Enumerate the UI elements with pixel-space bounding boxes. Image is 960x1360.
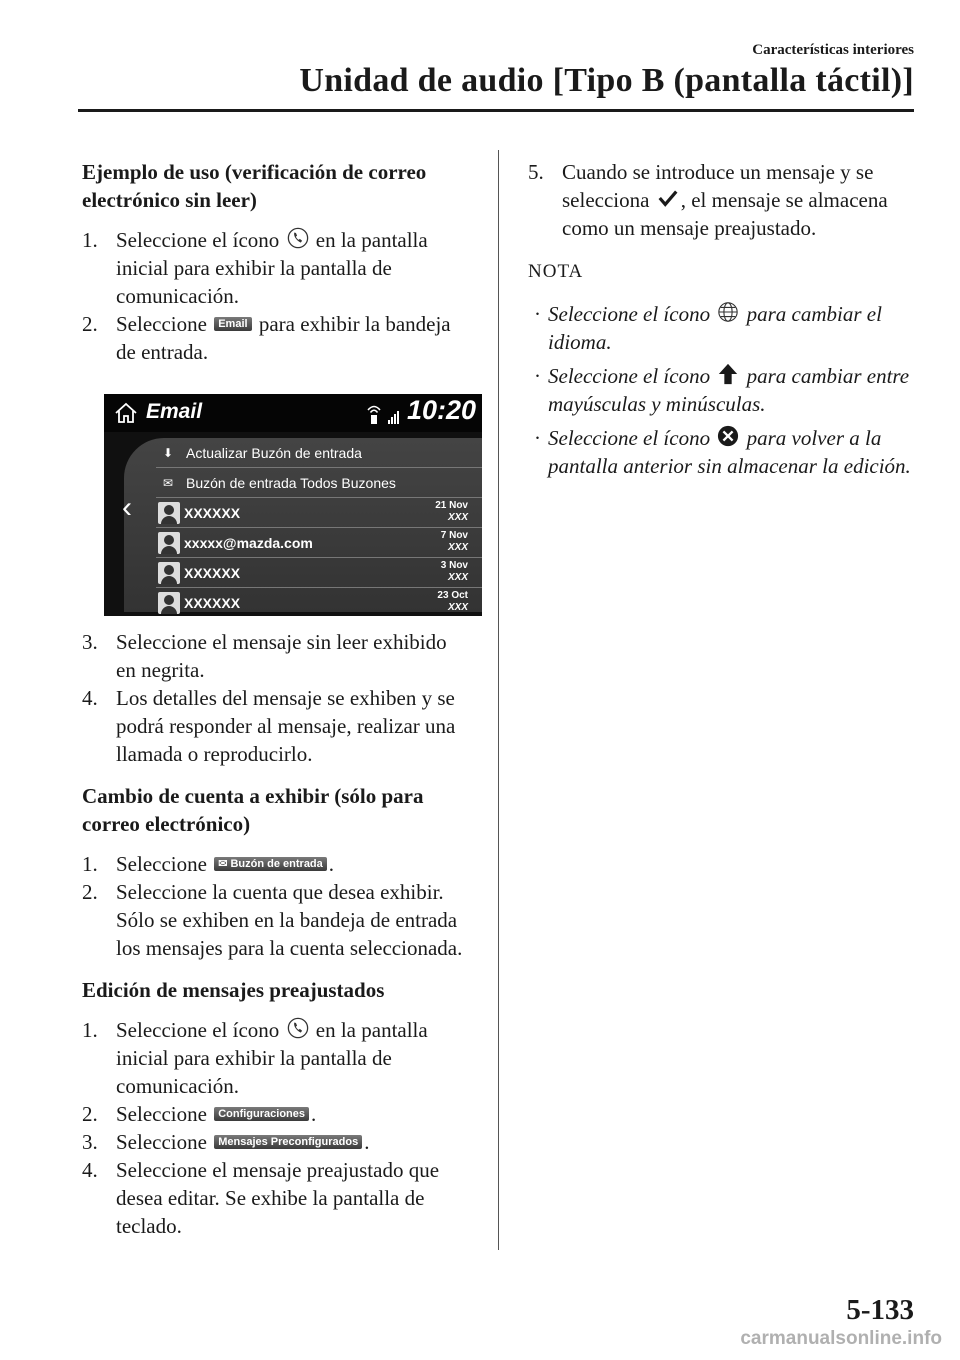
list-item — [82, 1100, 470, 1128]
step-number: 4. — [82, 686, 98, 710]
screen-status-bar — [104, 394, 482, 432]
step-text: Seleccione el mensaje preajustado que desea editar. Se exhibe la pantalla de teclado. — [116, 1158, 440, 1238]
note-text: para volver a la pantalla anterior sin almacenar la edición. — [548, 426, 911, 478]
steps-edit-preset — [82, 1016, 470, 1240]
bullet: · — [534, 426, 541, 450]
note-text: Seleccione el ícono — [548, 426, 711, 450]
step-text: Seleccione la cuenta que desea exhibir. Sólo se exhiben en la bandeja de entrada los mensajes para la cuenta seleccionada. — [116, 880, 463, 960]
heading-change-account: Cambio de cuenta a exhibir (sólo para correo electrónico) — [82, 784, 424, 836]
message-date — [441, 560, 468, 584]
home-icon — [114, 402, 138, 424]
note-item — [528, 424, 918, 480]
preset-messages-button-image: Mensajes Preconfigurados — [214, 1135, 362, 1149]
message-date-day: 3 Nov — [440, 560, 468, 571]
step-number: 2. — [82, 880, 98, 904]
step-text: Seleccione el ícono — [116, 1018, 280, 1042]
email-button-image: Email — [214, 317, 251, 331]
list-item — [82, 628, 470, 684]
shift-arrow-icon — [717, 363, 739, 385]
list-item — [82, 226, 470, 310]
message-sender: XXXXXX — [184, 504, 241, 521]
list-item — [82, 1128, 470, 1156]
left-column — [82, 158, 476, 1254]
phone-icon — [287, 1017, 309, 1039]
step-text: . — [364, 1130, 370, 1154]
message-date — [437, 590, 468, 614]
list-item — [82, 684, 470, 768]
steps-change-account — [82, 850, 470, 962]
step-text: Seleccione — [116, 312, 207, 336]
update-inbox-label: Actualizar Buzón de entrada — [186, 444, 362, 461]
note-text: Seleccione el ícono — [548, 302, 711, 326]
steps-read-message — [82, 628, 470, 768]
step-number: 3. — [82, 1130, 98, 1154]
step-number: 2. — [82, 1102, 98, 1126]
envelope-icon: ✉ — [162, 475, 174, 490]
section-title: Características interiores — [752, 42, 914, 58]
inbox-selector-row[interactable] — [156, 468, 482, 498]
message-date-sub: XXX — [447, 602, 468, 613]
header-rule — [78, 109, 914, 112]
step-number: 1. — [82, 852, 98, 876]
contact-avatar-icon — [158, 592, 180, 614]
contact-avatar-icon — [158, 532, 180, 554]
page-number: 5-133 — [846, 1294, 914, 1326]
step-text: en la pantalla inicial para exhibir la pantalla de comunicación. — [116, 1018, 428, 1098]
steps-save-preset — [528, 158, 918, 242]
email-screen-illustration — [104, 394, 482, 616]
step-text: . — [311, 1102, 317, 1126]
heading-unread-email-example: Ejemplo de uso (verificación de correo electrónico sin leer) — [82, 160, 427, 212]
inbox-button-label: Buzón de entrada — [230, 858, 323, 870]
message-sender: xxxxx@mazda.com — [184, 534, 313, 551]
steps-check-email — [82, 226, 470, 366]
page-title: Unidad de audio [Tipo B (pantalla táctil)] — [299, 62, 914, 99]
inbox-selector-label: Buzón de entrada Todos Buzones — [186, 474, 396, 491]
screen-clock: 10:20 — [406, 395, 476, 425]
inbox-button-image: ✉ Buzón de entrada — [214, 857, 327, 871]
message-date-sub: XXX — [447, 572, 468, 583]
bullet: · — [534, 364, 541, 388]
message-sender: XXXXXX — [184, 594, 241, 611]
column-divider — [498, 150, 499, 1250]
step-text: Seleccione — [116, 852, 207, 876]
list-item — [82, 1016, 470, 1100]
screen-title: Email — [146, 400, 203, 423]
message-sender: XXXXXX — [184, 564, 241, 581]
message-date-day: 7 Nov — [440, 530, 468, 541]
message-date-day: 21 Nov — [435, 500, 468, 511]
settings-button-image: Configuraciones — [214, 1107, 309, 1121]
list-item — [82, 1156, 470, 1240]
step-text: Cuando se introduce un mensaje y se selecciona — [562, 160, 874, 212]
list-item[interactable] — [156, 588, 482, 616]
contact-avatar-icon — [158, 562, 180, 584]
message-date-sub: XXX — [447, 542, 468, 553]
step-number: 4. — [82, 1158, 98, 1182]
note-text: para cambiar el idioma. — [548, 302, 882, 354]
list-item[interactable] — [156, 558, 482, 588]
phone-icon — [287, 227, 309, 249]
note-text: para cambiar entre mayúsculas y minúsculas. — [548, 364, 910, 416]
step-number: 1. — [82, 228, 98, 252]
step-text: Seleccione el mensaje sin leer exhibido en negrita. — [116, 630, 447, 682]
message-date — [441, 530, 468, 554]
list-item — [82, 878, 470, 962]
contact-avatar-icon — [158, 502, 180, 524]
step-text: . — [328, 852, 335, 876]
step-number: 1. — [82, 1018, 98, 1042]
note-heading: NOTA — [528, 261, 584, 282]
step-text: en la pantalla inicial para exhibir la pantalla de comunicación. — [116, 228, 428, 308]
step-text: Seleccione — [116, 1102, 207, 1126]
step-number: 5. — [528, 160, 544, 184]
update-inbox-row[interactable] — [156, 438, 482, 468]
screen-list — [156, 438, 482, 616]
delete-icon — [717, 425, 739, 447]
globe-icon — [717, 301, 739, 323]
step-text: Seleccione — [116, 1130, 207, 1154]
message-date-day: 23 Oct — [437, 590, 468, 601]
note-item — [528, 300, 918, 356]
bullet: · — [534, 302, 541, 326]
heading-edit-preset-messages: Edición de mensajes preajustados — [82, 978, 385, 1002]
back-chevron-icon[interactable]: ‹ — [122, 491, 132, 524]
step-number: 3. — [82, 630, 98, 654]
list-item[interactable] — [156, 498, 482, 528]
right-column — [528, 158, 918, 486]
step-text: , el mensaje se almacena como un mensaje preajustado. — [562, 188, 888, 240]
note-item — [528, 362, 918, 418]
download-arrow-icon: ⬇ — [162, 445, 174, 460]
message-date-sub: XXX — [447, 512, 468, 523]
list-item — [82, 850, 470, 878]
message-date — [435, 500, 468, 524]
list-item — [528, 158, 918, 242]
step-text: Los detalles del mensaje se exhiben y se podrá responder al mensaje, realizar una llamada o reproducirlo. — [116, 686, 456, 766]
note-text: Seleccione el ícono — [548, 364, 711, 388]
watermark: carmanualsonline.info — [740, 1328, 942, 1349]
signal-icon — [362, 400, 406, 426]
list-item[interactable] — [156, 528, 482, 558]
step-number: 2. — [82, 312, 98, 336]
step-text: para exhibir la bandeja de entrada. — [116, 312, 451, 364]
step-text: Seleccione el ícono — [116, 228, 280, 252]
list-item — [82, 310, 470, 366]
check-icon — [657, 187, 679, 209]
